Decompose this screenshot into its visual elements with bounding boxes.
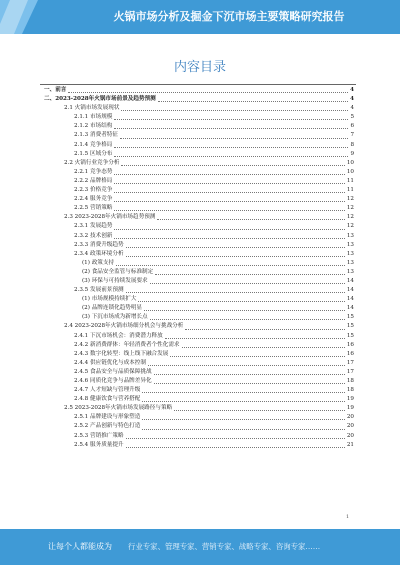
toc-leader-dots: [185, 328, 345, 330]
toc-leader-dots: [126, 437, 345, 439]
toc-entry[interactable]: [44, 86, 354, 95]
toc-entry[interactable]: [44, 186, 354, 195]
toc-entry-label: 2.1.5 区域分布: [74, 150, 114, 159]
toc-entry[interactable]: [44, 404, 354, 413]
toc-entry[interactable]: [44, 141, 354, 150]
toc-entry-page: 15: [346, 323, 354, 330]
toc-entry[interactable]: [44, 250, 354, 259]
toc-entry[interactable]: [44, 177, 354, 186]
toc-entry-page: 18: [346, 387, 354, 394]
toc-entry-page: 14: [346, 287, 354, 294]
toc-leader-dots: [114, 237, 344, 239]
toc-entry[interactable]: [44, 332, 354, 341]
toc-leader-dots: [68, 91, 348, 93]
toc-entry[interactable]: [44, 304, 354, 313]
toc-entry-page: 16: [346, 341, 354, 348]
toc-entry-label: 二、2023-2028年火锅市场前景及趋势预测: [44, 95, 158, 104]
toc-top-rule: [40, 84, 356, 85]
toc-entry[interactable]: [44, 104, 354, 113]
toc-entry-page: 9: [350, 150, 354, 157]
toc-entry-page: 21: [346, 441, 354, 448]
toc-leader-dots: [148, 364, 345, 366]
toc-entry-label: 2.1.3 消费者特征: [74, 131, 120, 140]
toc-entry[interactable]: [44, 313, 354, 322]
toc-leader-dots: [126, 255, 345, 257]
toc-entry-page: 11: [346, 187, 354, 194]
toc-entry[interactable]: [44, 286, 354, 295]
toc-leader-dots: [126, 446, 345, 448]
toc-entry[interactable]: [44, 359, 354, 368]
toc-entry-label: 2.4.7 人才短缺与管理升级: [74, 386, 142, 395]
toc-entry[interactable]: [44, 259, 354, 268]
toc-entry[interactable]: [44, 432, 354, 441]
toc-entry-label: (2) 品牌连锁化趋势明显: [82, 304, 144, 313]
toc-leader-dots: [144, 309, 345, 311]
toc-entry-label: 2.2.4 服务竞争: [74, 195, 114, 204]
toc-entry-label: (3) 下沉市场成为新增长点: [82, 313, 150, 322]
toc-entry-label: 2.5.2 产品创新与特色打造: [74, 422, 142, 431]
toc-entry-page: 12: [346, 205, 354, 212]
toc-leader-dots: [121, 164, 344, 166]
table-of-contents: [44, 86, 354, 450]
footer-slogan: 让每个人都能成为: [48, 542, 112, 551]
toc-leader-dots: [120, 137, 348, 139]
toc-leader-dots: [126, 246, 345, 248]
toc-entry-page: 13: [346, 259, 354, 266]
toc-entry[interactable]: [44, 268, 354, 277]
toc-entry[interactable]: [44, 232, 354, 241]
toc-entry[interactable]: [44, 322, 354, 331]
toc-entry-label: 2.2 火锅行业竞争分析: [64, 159, 121, 168]
toc-leader-dots: [142, 400, 345, 402]
footer-roles: 行业专家、管理专家、营销专家、战略专家、咨询专家……: [128, 542, 321, 551]
toc-entry[interactable]: [44, 222, 354, 231]
toc-leader-dots: [157, 218, 344, 220]
toc-entry-label: 2.4.8 健康饮食与营养搭配: [74, 395, 142, 404]
toc-entry-page: 16: [346, 350, 354, 357]
toc-entry-page: 14: [346, 305, 354, 312]
toc-entry-label: 2.3.5 发展前景预测: [74, 286, 126, 295]
toc-entry[interactable]: [44, 422, 354, 431]
toc-entry-page: 5: [350, 114, 354, 121]
toc-entry[interactable]: [44, 377, 354, 386]
toc-entry-page: 20: [346, 423, 354, 430]
footer-bar: [0, 529, 400, 565]
toc-entry[interactable]: [44, 341, 354, 350]
toc-leader-dots: [150, 282, 345, 284]
toc-entry-page: 20: [346, 432, 354, 439]
toc-leader-dots: [114, 127, 348, 129]
toc-entry[interactable]: [44, 159, 354, 168]
header-bar: [0, 0, 400, 34]
toc-heading: 内容目录: [173, 60, 226, 75]
page-number: 1: [346, 514, 350, 520]
toc-entry-page: 20: [346, 414, 354, 421]
toc-entry-page: 13: [346, 241, 354, 248]
toc-leader-dots: [114, 228, 344, 230]
toc-entry-page: 6: [350, 123, 354, 130]
toc-entry-label: 2.4.6 同质化竞争与品牌差异化: [74, 377, 154, 386]
toc-entry-page: 13: [346, 250, 354, 257]
toc-entry-page: 12: [346, 196, 354, 203]
toc-leader-dots: [126, 291, 345, 293]
toc-entry-page: 10: [346, 159, 354, 166]
toc-entry[interactable]: [44, 204, 354, 213]
toc-entry-label: (1) 市场规模持续扩大: [82, 295, 138, 304]
toc-leader-dots: [138, 300, 344, 302]
toc-entry-page: 11: [346, 177, 354, 184]
toc-entry-label: 2.4.4 供应链优化与成本控制: [74, 359, 148, 368]
toc-leader-dots: [155, 273, 345, 275]
toc-entry[interactable]: [44, 95, 354, 104]
toc-entry-label: 2.1.4 竞争格局: [74, 141, 114, 150]
toc-leader-dots: [158, 100, 348, 102]
toc-leader-dots: [142, 418, 345, 420]
toc-entry-page: 12: [346, 223, 354, 230]
toc-entry-page: 12: [346, 214, 354, 221]
toc-entry-label: 2.2.5 营销策略: [74, 204, 114, 213]
toc-entry-label: 2.5.1 品牌建设与形象塑造: [74, 413, 142, 422]
toc-entry-label: 2.2.3 价格竞争: [74, 186, 114, 195]
toc-leader-dots: [114, 200, 344, 202]
toc-leader-dots: [142, 391, 345, 393]
toc-entry-page: 4: [350, 105, 354, 112]
toc-entry-page: 14: [346, 296, 354, 303]
toc-entry[interactable]: [44, 122, 354, 131]
toc-entry-label: 2.2.2 品牌格局: [74, 177, 114, 186]
toc-leader-dots: [116, 264, 345, 266]
toc-entry-page: 15: [346, 314, 354, 321]
toc-leader-dots: [114, 155, 348, 157]
toc-entry-label: 2.5 2023-2028年火锅市场发展路径与策略: [64, 404, 174, 413]
toc-leader-dots: [170, 355, 345, 357]
toc-entry[interactable]: [44, 168, 354, 177]
toc-entry-label: 2.3.4 政策环境分析: [74, 250, 126, 259]
toc-leader-dots: [114, 209, 344, 211]
toc-entry-page: 4: [350, 87, 354, 93]
toc-entry-label: 2.5.4 服务质量提升: [74, 441, 126, 450]
toc-entry-label: 2.4.3 数字化转型：线上线下融合发展: [74, 350, 170, 359]
toc-entry-page: 4: [350, 96, 354, 103]
toc-entry-page: 10: [346, 168, 354, 175]
toc-entry-page: 13: [346, 268, 354, 275]
toc-entry-page: 19: [346, 396, 354, 403]
toc-entry[interactable]: [44, 441, 354, 450]
toc-entry-page: 7: [350, 132, 354, 139]
toc-entry[interactable]: [44, 277, 354, 286]
toc-entry-label: 2.2.1 竞争态势: [74, 168, 114, 177]
toc-entry-page: 14: [346, 277, 354, 284]
toc-entry-page: 8: [350, 141, 354, 148]
toc-entry[interactable]: [44, 131, 354, 140]
toc-entry-page: 17: [346, 359, 354, 366]
toc-entry-label: (3) 环保与可持续发展要求: [82, 277, 150, 286]
toc-entry-label: 2.4.1 下沉市场机会：消费潜力释放: [74, 332, 165, 341]
toc-leader-dots: [114, 182, 344, 184]
toc-entry[interactable]: [44, 113, 354, 122]
toc-entry-label: 2.1 火锅市场发展现状: [64, 104, 121, 113]
toc-entry-label: 2.3.2 技术创新: [74, 232, 114, 241]
toc-entry-page: 19: [346, 405, 354, 412]
toc-leader-dots: [121, 109, 348, 111]
toc-entry-label: 2.4 2023-2028年火锅市场细分机会与挑战分析: [64, 322, 185, 331]
toc-entry-label: 2.3.3 消费升级趋势: [74, 241, 126, 250]
toc-entry-label: 2.1.1 市场规模: [74, 113, 114, 122]
toc-entry[interactable]: [44, 413, 354, 422]
toc-entry[interactable]: [44, 368, 354, 377]
toc-entry[interactable]: [44, 395, 354, 404]
toc-leader-dots: [182, 346, 345, 348]
toc-leader-dots: [114, 118, 348, 120]
toc-entry-page: 15: [346, 332, 354, 339]
toc-entry-label: 2.4.5 食品安全与品质保障挑战: [74, 368, 154, 377]
report-title: 火锅市场分析及掘金下沉市场主要策略研究报告: [113, 10, 345, 23]
toc-entry-label: (1) 政策支持: [82, 259, 116, 268]
toc-entry-label: 一、前言: [44, 86, 68, 95]
toc-leader-dots: [150, 318, 345, 320]
toc-entry[interactable]: [44, 386, 354, 395]
toc-entry[interactable]: [44, 241, 354, 250]
toc-entry-label: 2.5.3 营销推广策略: [74, 432, 126, 441]
toc-leader-dots: [154, 373, 345, 375]
toc-entry[interactable]: [44, 195, 354, 204]
toc-entry-label: 2.4.2 新消费群体：年轻消费者个性化需求: [74, 341, 182, 350]
toc-entry[interactable]: [44, 295, 354, 304]
toc-entry-label: 2.3 2023-2028年火锅市场趋势预测: [64, 213, 157, 222]
toc-entry-label: (2) 食品安全监管与标准制定: [82, 268, 155, 277]
toc-leader-dots: [154, 382, 345, 384]
toc-leader-dots: [142, 428, 345, 430]
toc-leader-dots: [114, 191, 344, 193]
toc-entry[interactable]: [44, 213, 354, 222]
toc-entry-page: 18: [346, 378, 354, 384]
toc-entry[interactable]: [44, 350, 354, 359]
toc-entry-page: 13: [346, 232, 354, 239]
toc-leader-dots: [165, 337, 345, 339]
toc-leader-dots: [114, 146, 348, 148]
toc-leader-dots: [174, 409, 345, 411]
toc-entry-label: 2.1.2 市场结构: [74, 122, 114, 131]
corner-logo-decoration: [0, 0, 60, 34]
toc-entry[interactable]: [44, 150, 354, 159]
toc-entry-label: 2.3.1 发展趋势: [74, 222, 114, 231]
toc-leader-dots: [114, 173, 344, 175]
toc-entry-page: 17: [346, 368, 354, 375]
